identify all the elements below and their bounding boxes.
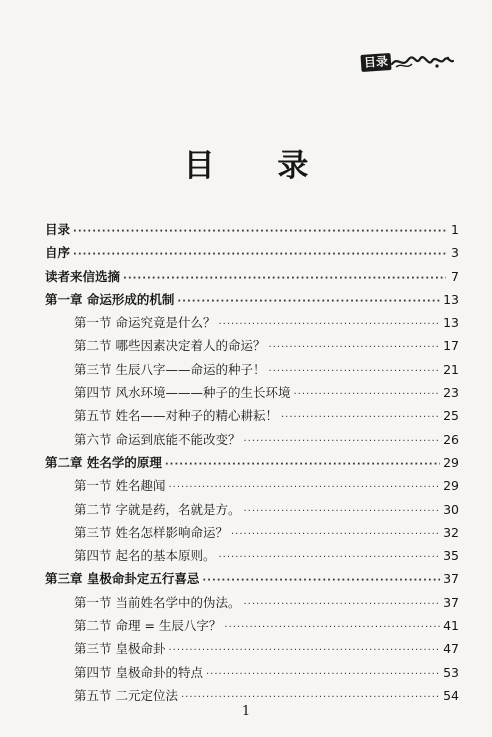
table-of-contents: [45, 218, 459, 707]
toc-entry-label: 第三节 皇极命卦: [74, 641, 166, 657]
toc-entry-label: 第四节 风水环境———种子的生长环境: [74, 385, 291, 401]
toc-entry-page: 17: [443, 338, 459, 354]
toc-entry-page: 30: [443, 501, 459, 517]
toc-entry-page: 37: [443, 594, 459, 610]
toc-entry-label: 第二节 字就是药，名就是方。: [74, 501, 241, 517]
dot-leader: [168, 476, 440, 499]
toc-entry-page: 29: [443, 478, 459, 494]
toc-entry[interactable]: [45, 358, 459, 381]
toc-entry-label: 第三章 皇极命卦定五行喜忌: [45, 571, 200, 587]
toc-entry[interactable]: [45, 218, 459, 241]
toc-entry[interactable]: [45, 498, 459, 521]
dot-leader: [243, 500, 440, 523]
toc-entry[interactable]: [45, 241, 459, 264]
toc-entry[interactable]: [45, 381, 459, 404]
dot-leader: [231, 523, 440, 546]
dot-leader: [281, 406, 440, 429]
dot-leader: [218, 313, 440, 336]
toc-entry-label: 第二节 命理 = 生辰八字？: [74, 618, 222, 634]
toc-entry-label: 第五节 二元定位法: [74, 687, 178, 703]
toc-entry-label: 第三节 姓名怎样影响命运？: [74, 524, 228, 540]
toc-entry[interactable]: [45, 521, 459, 544]
dot-leader: [293, 383, 440, 406]
dot-leader: [123, 267, 446, 290]
toc-entry-page: 25: [443, 408, 459, 424]
toc-entry[interactable]: [45, 591, 459, 614]
toc-entry-label: 第六节 命运到底能不能改变？: [74, 431, 241, 447]
dot-leader: [243, 593, 440, 616]
toc-entry-label: 第三节 生辰八字——命运的种子！: [74, 361, 266, 377]
toc-entry-label: 读者来信选摘: [45, 268, 121, 284]
toc-entry[interactable]: [45, 311, 459, 334]
toc-entry-page: 3: [451, 245, 459, 261]
toc-entry-label: 第二章 姓名学的原理: [45, 454, 162, 470]
toc-entry-label: 第四节 起名的基本原则。: [74, 548, 216, 564]
dot-leader: [177, 290, 440, 313]
toc-entry[interactable]: [45, 451, 459, 474]
dot-leader: [168, 639, 440, 662]
toc-entry[interactable]: [45, 265, 459, 288]
page-title: 目 录: [183, 148, 335, 184]
dot-leader: [224, 616, 440, 639]
toc-entry[interactable]: [45, 474, 459, 497]
toc-entry-page: 1: [451, 222, 459, 237]
toc-entry-label: 第一节 姓名趣闻: [74, 478, 166, 494]
toc-entry[interactable]: [45, 428, 459, 451]
toc-entry-page: 13: [443, 291, 459, 307]
toc-entry-page: 41: [443, 618, 459, 634]
dot-leader: [202, 569, 440, 592]
toc-entry-page: 54: [443, 687, 459, 703]
toc-entry-label: 第五节 姓名——对种子的精心耕耘！: [74, 408, 278, 424]
dot-leader: [73, 220, 446, 243]
toc-entry-label: 第四节 皇极命卦的特点: [74, 664, 203, 680]
dot-leader: [218, 546, 440, 569]
toc-entry-label: 第一章 命运形成的机制: [45, 291, 175, 307]
toc-entry-page: 29: [443, 454, 459, 470]
toc-entry-page: 32: [443, 524, 459, 540]
toc-entry[interactable]: [45, 614, 459, 637]
dot-leader: [206, 663, 440, 686]
page-number: 1: [241, 704, 251, 719]
toc-entry-page: 53: [443, 664, 459, 680]
badge-label: 目录: [360, 52, 391, 71]
dot-leader: [73, 243, 446, 266]
dot-leader: [268, 336, 440, 359]
toc-entry-label: 自序: [45, 245, 71, 261]
toc-entry[interactable]: [45, 637, 459, 660]
decorative-swirl-icon: [390, 52, 454, 72]
toc-entry-label: 第一节 命运究竟是什么？: [74, 315, 216, 331]
toc-entry-page: 26: [443, 431, 459, 447]
toc-entry-page: 47: [443, 641, 459, 657]
section-badge: [361, 52, 454, 72]
toc-entry[interactable]: [45, 288, 459, 311]
toc-entry-label: 第一节 当前姓名学中的伪法。: [74, 594, 241, 610]
dot-leader: [165, 453, 440, 476]
toc-entry[interactable]: [45, 334, 459, 357]
toc-entry-page: 23: [443, 385, 459, 401]
toc-entry-label: 第二节 哪些因素决定着人的命运？: [74, 338, 266, 354]
toc-entry-page: 21: [443, 361, 459, 377]
dot-leader: [268, 360, 440, 383]
toc-entry-page: 37: [443, 571, 459, 587]
toc-entry-page: 13: [443, 315, 459, 331]
toc-entry-page: 7: [451, 268, 459, 284]
toc-entry-page: 35: [443, 548, 459, 564]
toc-entry[interactable]: [45, 661, 459, 684]
toc-entry-label: 目录: [45, 222, 71, 237]
dot-leader: [243, 430, 440, 453]
toc-entry[interactable]: [45, 544, 459, 567]
toc-entry[interactable]: [45, 404, 459, 427]
toc-entry[interactable]: [45, 567, 459, 590]
